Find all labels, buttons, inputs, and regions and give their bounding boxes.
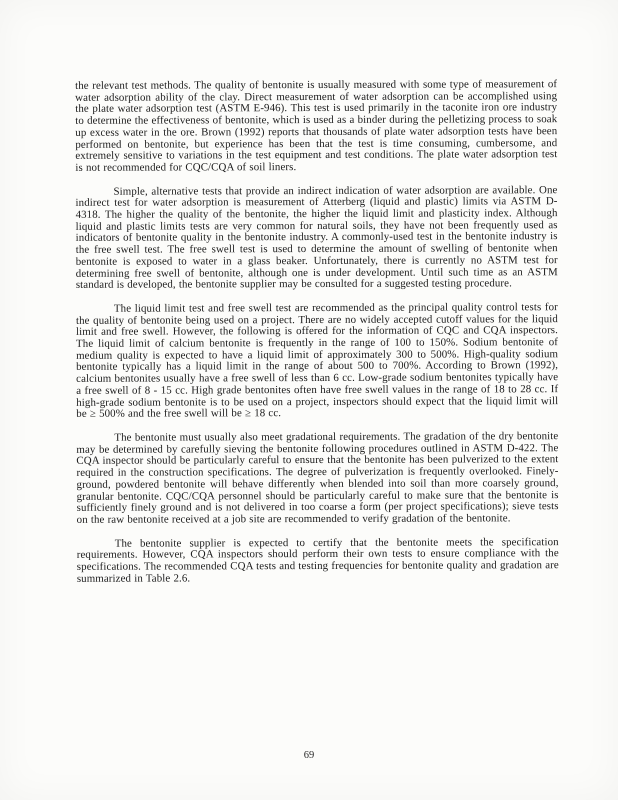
text-block [75,79,559,597]
paragraph: The bentonite supplier is expected to certify that the bentonite meets the specification requirements. However, CQA inspectors should perform their own tests to ensure compliance with the specifications. The recommended CQA tests and testing frequencies for bentonite quality and gradation are summarized in Table 2.6. [76,535,559,585]
paragraph-continuation: the relevant test methods. The quality of bentonite is usually measured with some type of measurement of water adsorption ability of the clay. Direct measurement of water adsorption can be accomplished using the plate water adsorption test (ASTM E-946). This test is used primarily in the taconite iron ore industry to determine the effectiveness of bentonite, which is used as a binder during the pelletizing process to soak up excess water in the ore. Brown (1992) reports that thousands of plate water adsorption tests have been performed on bentonite, but experience has been that the test is time consuming, cumbersome, and extremely sensitive to variations in the test equipment and test conditions. The plate water adsorption test is not recommended for CQC/CQA of soil liners. [75,78,558,174]
paragraph: Simple, alternative tests that provide an indirect indication of water adsorption are available. One indirect test for water adsorption is measurement of Atterberg (liquid and plastic) limits via ASTM D-4318. The higher the quality of the bentonite, the higher the liquid limit and plasticity index. Although liquid and plastic limits tests are very common for natural soils, they have not been frequently used as indicators of bentonite quality in the bentonite industry. A commonly-used test in the bentonite industry is the free swell test. The free swell test is used to determine the amount of swelling of bentonite when bentonite is exposed to water in a glass beaker. Unfortunately, there is currently no ASTM test for determining free swell of bentonite, although one is under development. Until such time as an ASTM standard is developed, the bentonite supplier may be consulted for a suggested testing procedure. [75,183,558,292]
page-number: 69 [303,750,315,761]
paragraph: The bentonite must usually also meet gradational requirements. The gradation of the dry bentonite may be determined by carefully sieving the bentonite following procedures outlined in ASTM D-422. The CQA inspector should be particularly careful to ensure that the bentonite has been pulverized to the extent required in the construction specifications. The degree of pulverization is frequently overlooked. Finely-ground, powdered bentonite will behave differently when blended into soil than more coarsely ground, granular bentonite. CQC/CQA personnel should be particularly careful to make sure that the bentonite is sufficiently finely ground and is not delivered in too coarse a form (per project specifications); sieve tests on the raw bentonite received at a job site are recommended to verify gradation of the bentonite. [76,430,559,526]
paragraph: The liquid limit test and free swell test are recommended as the principal quality control tests for the quality of bentonite being used on a project. There are no widely accepted cutoff values for the liquid limit and free swell. However, the following is offered for the information of CQC and CQA inspectors. The liquid limit of calcium bentonite is frequently in the range of 100 to 150%. Sodium bentonite of medium quality is expected to have a liquid limit of approximately 300 to 500%. High-quality sodium bentonite typically has a liquid limit in the range of about 500 to 700%. According to Brown (1992), calcium bentonites usually have a free swell of less than 6 cc. Low-grade sodium bentonites typically have a free swell of 8 - 15 cc. High grade bentonites often have free swell values in the range of 18 to 28 cc. If high-grade sodium bentonite is to be used on a project, inspectors should expect that the liquid limit will be ≥ 500% and the free swell will be ≥ 18 cc. [75,301,559,421]
